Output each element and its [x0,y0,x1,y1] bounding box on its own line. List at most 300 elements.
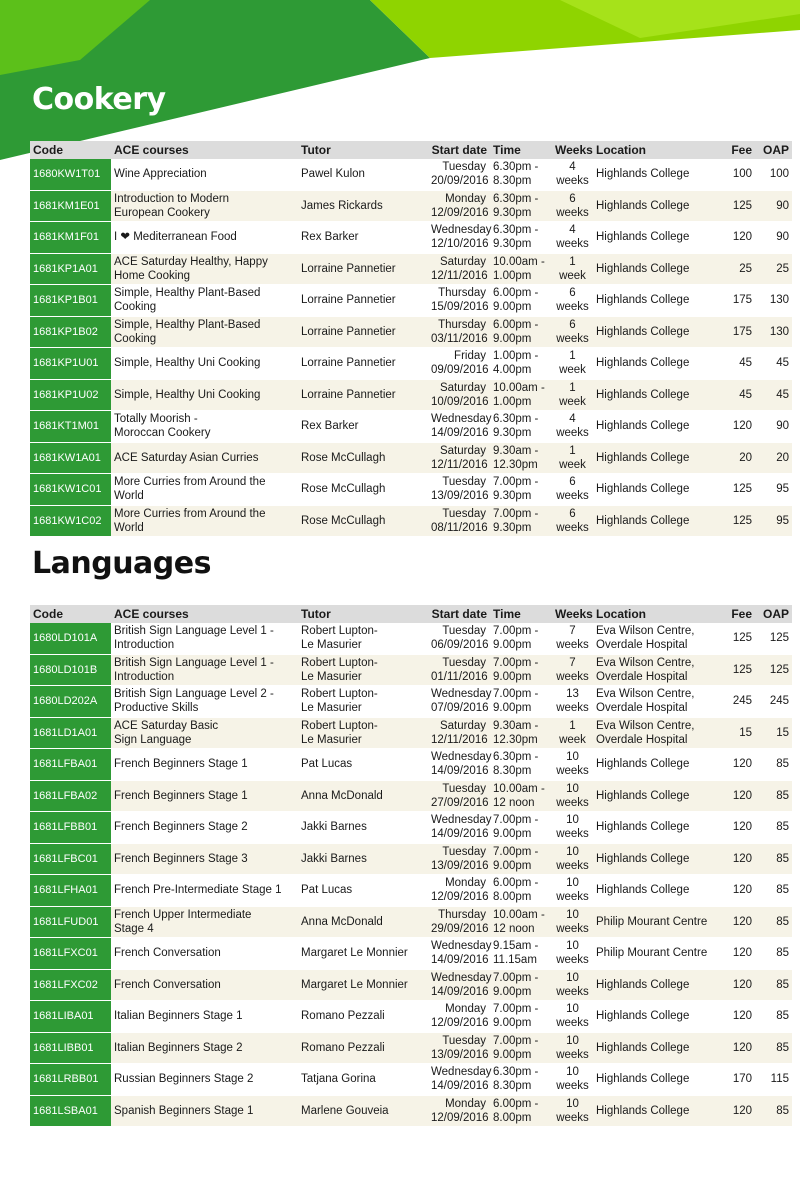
header-code: Code [30,605,111,623]
course-oap-fee: 85 [755,1032,792,1064]
start-date: Tuesday 20/09/2016 [428,159,490,190]
header-banner [0,0,800,160]
tutor-name: Tatjana Gorina [298,1064,428,1096]
course-oap-fee: 25 [755,253,792,285]
start-date: Tuesday 06/09/2016 [428,623,490,654]
start-date: Thursday 29/09/2016 [428,906,490,938]
table-row [30,938,792,970]
course-oap-fee: 45 [755,348,792,380]
tutor-name: Pat Lucas [298,875,428,907]
start-date: Monday 12/09/2016 [428,1001,490,1033]
course-name: Totally Moorish - Moroccan Cookery [111,411,298,443]
course-time: 6.30pm - 9.30pm [490,222,552,254]
course-fee: 125 [724,505,755,537]
table-header-row [30,605,792,623]
course-time: 9.30am - 12.30pm [490,442,552,474]
tutor-name: Rose McCullagh [298,442,428,474]
course-location: Highlands College [593,348,724,380]
course-name: More Curries from Around the World [111,474,298,506]
languages-heading: Languages [32,546,211,581]
table-row [30,442,792,474]
start-date: Saturday 12/11/2016 [428,717,490,749]
table-row [30,222,792,254]
table-row [30,253,792,285]
tutor-name: Romano Pezzali [298,1001,428,1033]
course-location: Highlands College [593,222,724,254]
start-date: Saturday 12/11/2016 [428,442,490,474]
course-time: 6.00pm - 8.00pm [490,875,552,907]
course-location: Eva Wilson Centre, Overdale Hospital [593,717,724,749]
course-code: 1681LIBB01 [30,1032,111,1064]
start-date: Wednesday 07/09/2016 [428,686,490,718]
course-weeks: 1 week [552,717,593,749]
course-name: ACE Saturday Asian Curries [111,442,298,474]
course-code: 1680LD101B [30,654,111,686]
course-time: 7.00pm - 9.00pm [490,654,552,686]
tutor-name: Lorraine Pannetier [298,285,428,317]
course-name: Wine Appreciation [111,159,298,190]
course-time: 9.15am - 11.15am [490,938,552,970]
course-name: French Conversation [111,969,298,1001]
languages-table [30,605,792,1127]
course-oap-fee: 85 [755,843,792,875]
course-oap-fee: 15 [755,717,792,749]
course-fee: 120 [724,812,755,844]
tutor-name: Rex Barker [298,222,428,254]
course-code: 1681LRBB01 [30,1064,111,1096]
table-row [30,379,792,411]
course-name: British Sign Language Level 2 - Productive Skills [111,686,298,718]
cookery-heading: Cookery [32,82,166,117]
course-weeks: 7 weeks [552,654,593,686]
tutor-name: Lorraine Pannetier [298,253,428,285]
course-location: Highlands College [593,442,724,474]
course-time: 7.00pm - 9.00pm [490,969,552,1001]
course-weeks: 10 weeks [552,1001,593,1033]
start-date: Monday 12/09/2016 [428,190,490,222]
tutor-name: Anna McDonald [298,780,428,812]
course-location: Highlands College [593,1095,724,1127]
course-location: Highlands College [593,812,724,844]
course-oap-fee: 90 [755,190,792,222]
course-fee: 20 [724,442,755,474]
course-code: 1681LFUD01 [30,906,111,938]
course-code: 1681KW1A01 [30,442,111,474]
course-fee: 120 [724,875,755,907]
course-weeks: 1 week [552,379,593,411]
course-location: Highlands College [593,1064,724,1096]
course-weeks: 6 weeks [552,190,593,222]
course-oap-fee: 115 [755,1064,792,1096]
course-code: 1681LD1A01 [30,717,111,749]
course-code: 1681LFBA02 [30,780,111,812]
course-fee: 120 [724,411,755,443]
course-time: 6.30pm - 8.30pm [490,1064,552,1096]
tutor-name: Robert Lupton- Le Masurier [298,623,428,654]
course-name: British Sign Language Level 1 - Introduction [111,623,298,654]
start-date: Thursday 03/11/2016 [428,316,490,348]
course-weeks: 10 weeks [552,1032,593,1064]
course-oap-fee: 85 [755,938,792,970]
course-code: 1681LFXC02 [30,969,111,1001]
start-date: Wednesday 14/09/2016 [428,1064,490,1096]
course-time: 10.00am - 1.00pm [490,253,552,285]
course-oap-fee: 95 [755,474,792,506]
course-name: Simple, Healthy Uni Cooking [111,379,298,411]
course-name: More Curries from Around the World [111,505,298,537]
start-date: Tuesday 13/09/2016 [428,843,490,875]
table-row [30,474,792,506]
course-weeks: 13 weeks [552,686,593,718]
course-time: 7.00pm - 9.00pm [490,623,552,654]
course-code: 1680LD202A [30,686,111,718]
table-row [30,1095,792,1127]
course-location: Highlands College [593,379,724,411]
course-location: Highlands College [593,749,724,781]
course-location: Highlands College [593,875,724,907]
course-fee: 120 [724,969,755,1001]
course-location: Eva Wilson Centre, Overdale Hospital [593,654,724,686]
course-fee: 120 [724,1001,755,1033]
tutor-name: Anna McDonald [298,906,428,938]
table-row [30,654,792,686]
start-date: Tuesday 13/09/2016 [428,474,490,506]
tutor-name: Robert Lupton- Le Masurier [298,686,428,718]
start-date: Wednesday 14/09/2016 [428,938,490,970]
course-weeks: 10 weeks [552,1095,593,1127]
course-name: Russian Beginners Stage 2 [111,1064,298,1096]
course-time: 10.00am - 1.00pm [490,379,552,411]
course-fee: 125 [724,654,755,686]
start-date: Wednesday 14/09/2016 [428,411,490,443]
course-code: 1680KW1T01 [30,159,111,190]
start-date: Tuesday 08/11/2016 [428,505,490,537]
course-location: Highlands College [593,969,724,1001]
course-time: 7.00pm - 9.00pm [490,812,552,844]
table-row [30,285,792,317]
course-time: 7.00pm - 9.00pm [490,686,552,718]
course-time: 7.00pm - 9.00pm [490,843,552,875]
course-oap-fee: 125 [755,623,792,654]
course-location: Eva Wilson Centre, Overdale Hospital [593,686,724,718]
course-code: 1681KP1B02 [30,316,111,348]
course-fee: 175 [724,285,755,317]
course-oap-fee: 85 [755,780,792,812]
course-oap-fee: 85 [755,969,792,1001]
course-oap-fee: 130 [755,316,792,348]
table-row [30,875,792,907]
course-time: 7.00pm - 9.00pm [490,1001,552,1033]
course-name: Italian Beginners Stage 2 [111,1032,298,1064]
course-time: 7.00pm - 9.00pm [490,1032,552,1064]
course-location: Highlands College [593,1001,724,1033]
course-weeks: 10 weeks [552,875,593,907]
course-oap-fee: 85 [755,906,792,938]
course-weeks: 6 weeks [552,316,593,348]
course-name: ACE Saturday Healthy, Happy Home Cooking [111,253,298,285]
course-weeks: 7 weeks [552,623,593,654]
course-code: 1681KP1A01 [30,253,111,285]
course-weeks: 6 weeks [552,505,593,537]
tutor-name: James Rickards [298,190,428,222]
tutor-name: Margaret Le Monnier [298,938,428,970]
course-code: 1681LFBC01 [30,843,111,875]
course-fee: 100 [724,159,755,190]
course-weeks: 6 weeks [552,285,593,317]
header-time: Time [490,605,552,623]
start-date: Friday 09/09/2016 [428,348,490,380]
course-weeks: 4 weeks [552,159,593,190]
course-time: 6.30pm - 9.30pm [490,190,552,222]
course-fee: 120 [724,1095,755,1127]
course-time: 10.00am - 12 noon [490,906,552,938]
course-oap-fee: 45 [755,379,792,411]
start-date: Tuesday 27/09/2016 [428,780,490,812]
course-fee: 120 [724,906,755,938]
course-fee: 125 [724,190,755,222]
tutor-name: Marlene Gouveia [298,1095,428,1127]
course-fee: 175 [724,316,755,348]
course-oap-fee: 20 [755,442,792,474]
course-location: Highlands College [593,1032,724,1064]
course-time: 6.00pm - 9.00pm [490,316,552,348]
course-name: Simple, Healthy Plant-Based Cooking [111,285,298,317]
course-name: French Upper Intermediate Stage 4 [111,906,298,938]
course-code: 1680LD101A [30,623,111,654]
course-code: 1681KP1B01 [30,285,111,317]
table-row [30,749,792,781]
header-tutor: Tutor [298,605,428,623]
tutor-name: Jakki Barnes [298,843,428,875]
course-oap-fee: 85 [755,749,792,781]
course-location: Highlands College [593,190,724,222]
table-row [30,1032,792,1064]
start-date: Wednesday 14/09/2016 [428,969,490,1001]
course-fee: 15 [724,717,755,749]
course-fee: 120 [724,938,755,970]
course-fee: 120 [724,1032,755,1064]
course-fee: 125 [724,623,755,654]
header-fee: Fee [724,605,755,623]
table-row [30,1001,792,1033]
course-fee: 45 [724,379,755,411]
tutor-name: Pawel Kulon [298,159,428,190]
table-row [30,159,792,190]
table-row [30,843,792,875]
tutor-name: Margaret Le Monnier [298,969,428,1001]
start-date: Wednesday 14/09/2016 [428,749,490,781]
course-fee: 45 [724,348,755,380]
course-oap-fee: 100 [755,159,792,190]
header-course: ACE courses [111,605,298,623]
course-location: Highlands College [593,253,724,285]
tutor-name: Rose McCullagh [298,474,428,506]
table-row [30,1064,792,1096]
course-oap-fee: 85 [755,812,792,844]
header-oap: OAP [755,141,792,159]
table-row [30,969,792,1001]
course-code: 1681KM1F01 [30,222,111,254]
course-weeks: 4 weeks [552,411,593,443]
header-weeks: Weeks [552,605,593,623]
table-row [30,348,792,380]
course-name: Introduction to Modern European Cookery [111,190,298,222]
start-date: Monday 12/09/2016 [428,875,490,907]
course-code: 1681LFBB01 [30,812,111,844]
table-row [30,505,792,537]
course-code: 1681KP1U02 [30,379,111,411]
table-row [30,686,792,718]
header-time: Time [490,141,552,159]
course-weeks: 10 weeks [552,780,593,812]
table-row [30,316,792,348]
header-start-date: Start date [428,605,490,623]
tutor-name: Romano Pezzali [298,1032,428,1064]
table-row [30,411,792,443]
course-oap-fee: 90 [755,222,792,254]
course-oap-fee: 85 [755,875,792,907]
start-date: Thursday 15/09/2016 [428,285,490,317]
header-oap: OAP [755,605,792,623]
course-name: French Beginners Stage 3 [111,843,298,875]
course-oap-fee: 90 [755,411,792,443]
header-weeks: Weeks [552,141,593,159]
course-location: Highlands College [593,159,724,190]
course-time: 9.30am - 12.30pm [490,717,552,749]
course-weeks: 10 weeks [552,749,593,781]
course-code: 1681KW1C02 [30,505,111,537]
course-fee: 170 [724,1064,755,1096]
course-location: Highlands College [593,474,724,506]
header-fee: Fee [724,141,755,159]
course-time: 6.00pm - 8.00pm [490,1095,552,1127]
course-location: Highlands College [593,411,724,443]
course-name: ACE Saturday Basic Sign Language [111,717,298,749]
table-row [30,717,792,749]
course-time: 6.30pm - 8.30pm [490,159,552,190]
course-oap-fee: 245 [755,686,792,718]
course-fee: 245 [724,686,755,718]
header-start-date: Start date [428,141,490,159]
course-fee: 25 [724,253,755,285]
course-name: Spanish Beginners Stage 1 [111,1095,298,1127]
table-row [30,906,792,938]
course-name: French Pre-Intermediate Stage 1 [111,875,298,907]
header-location: Location [593,141,724,159]
course-weeks: 10 weeks [552,843,593,875]
tutor-name: Robert Lupton- Le Masurier [298,717,428,749]
course-location: Highlands College [593,843,724,875]
course-oap-fee: 125 [755,654,792,686]
course-code: 1681LFBA01 [30,749,111,781]
course-weeks: 10 weeks [552,969,593,1001]
course-name: I ❤ Mediterranean Food [111,222,298,254]
course-code: 1681LIBA01 [30,1001,111,1033]
header-location: Location [593,605,724,623]
course-time: 6.00pm - 9.00pm [490,285,552,317]
course-location: Highlands College [593,285,724,317]
tutor-name: Lorraine Pannetier [298,316,428,348]
course-weeks: 1 week [552,348,593,380]
table-row [30,812,792,844]
course-name: Simple, Healthy Plant-Based Cooking [111,316,298,348]
course-oap-fee: 85 [755,1001,792,1033]
course-time: 10.00am - 12 noon [490,780,552,812]
tutor-name: Jakki Barnes [298,812,428,844]
course-name: British Sign Language Level 1 - Introduction [111,654,298,686]
course-name: French Conversation [111,938,298,970]
course-fee: 120 [724,222,755,254]
table-row [30,780,792,812]
header-tutor: Tutor [298,141,428,159]
course-time: 7.00pm - 9.30pm [490,505,552,537]
course-time: 7.00pm - 9.30pm [490,474,552,506]
course-name: Simple, Healthy Uni Cooking [111,348,298,380]
course-time: 6.30pm - 9.30pm [490,411,552,443]
course-fee: 120 [724,780,755,812]
course-name: Italian Beginners Stage 1 [111,1001,298,1033]
header-course: ACE courses [111,141,298,159]
course-code: 1681KT1M01 [30,411,111,443]
table-row [30,190,792,222]
course-location: Highlands College [593,505,724,537]
course-code: 1681KP1U01 [30,348,111,380]
course-weeks: 10 weeks [552,812,593,844]
start-date: Wednesday 12/10/2016 [428,222,490,254]
course-weeks: 4 weeks [552,222,593,254]
course-location: Eva Wilson Centre, Overdale Hospital [593,623,724,654]
start-date: Saturday 10/09/2016 [428,379,490,411]
course-fee: 120 [724,843,755,875]
course-code: 1681KW1C01 [30,474,111,506]
course-weeks: 6 weeks [552,474,593,506]
table-row [30,623,792,654]
course-weeks: 10 weeks [552,1064,593,1096]
course-oap-fee: 95 [755,505,792,537]
cookery-table [30,141,792,537]
course-oap-fee: 85 [755,1095,792,1127]
course-fee: 120 [724,749,755,781]
tutor-name: Lorraine Pannetier [298,379,428,411]
table-header-row [30,141,792,159]
course-name: French Beginners Stage 1 [111,749,298,781]
course-code: 1681KM1E01 [30,190,111,222]
start-date: Tuesday 13/09/2016 [428,1032,490,1064]
start-date: Wednesday 14/09/2016 [428,812,490,844]
course-time: 1.00pm - 4.00pm [490,348,552,380]
course-name: French Beginners Stage 2 [111,812,298,844]
course-weeks: 1 week [552,442,593,474]
start-date: Saturday 12/11/2016 [428,253,490,285]
course-location: Philip Mourant Centre [593,938,724,970]
tutor-name: Lorraine Pannetier [298,348,428,380]
tutor-name: Rose McCullagh [298,505,428,537]
course-name: French Beginners Stage 1 [111,780,298,812]
course-weeks: 10 weeks [552,938,593,970]
tutor-name: Pat Lucas [298,749,428,781]
tutor-name: Rex Barker [298,411,428,443]
course-weeks: 1 week [552,253,593,285]
course-oap-fee: 130 [755,285,792,317]
course-location: Highlands College [593,780,724,812]
course-fee: 125 [724,474,755,506]
course-location: Highlands College [593,316,724,348]
course-code: 1681LFXC01 [30,938,111,970]
course-location: Philip Mourant Centre [593,906,724,938]
course-time: 6.30pm - 8.30pm [490,749,552,781]
course-weeks: 10 weeks [552,906,593,938]
course-code: 1681LFHA01 [30,875,111,907]
